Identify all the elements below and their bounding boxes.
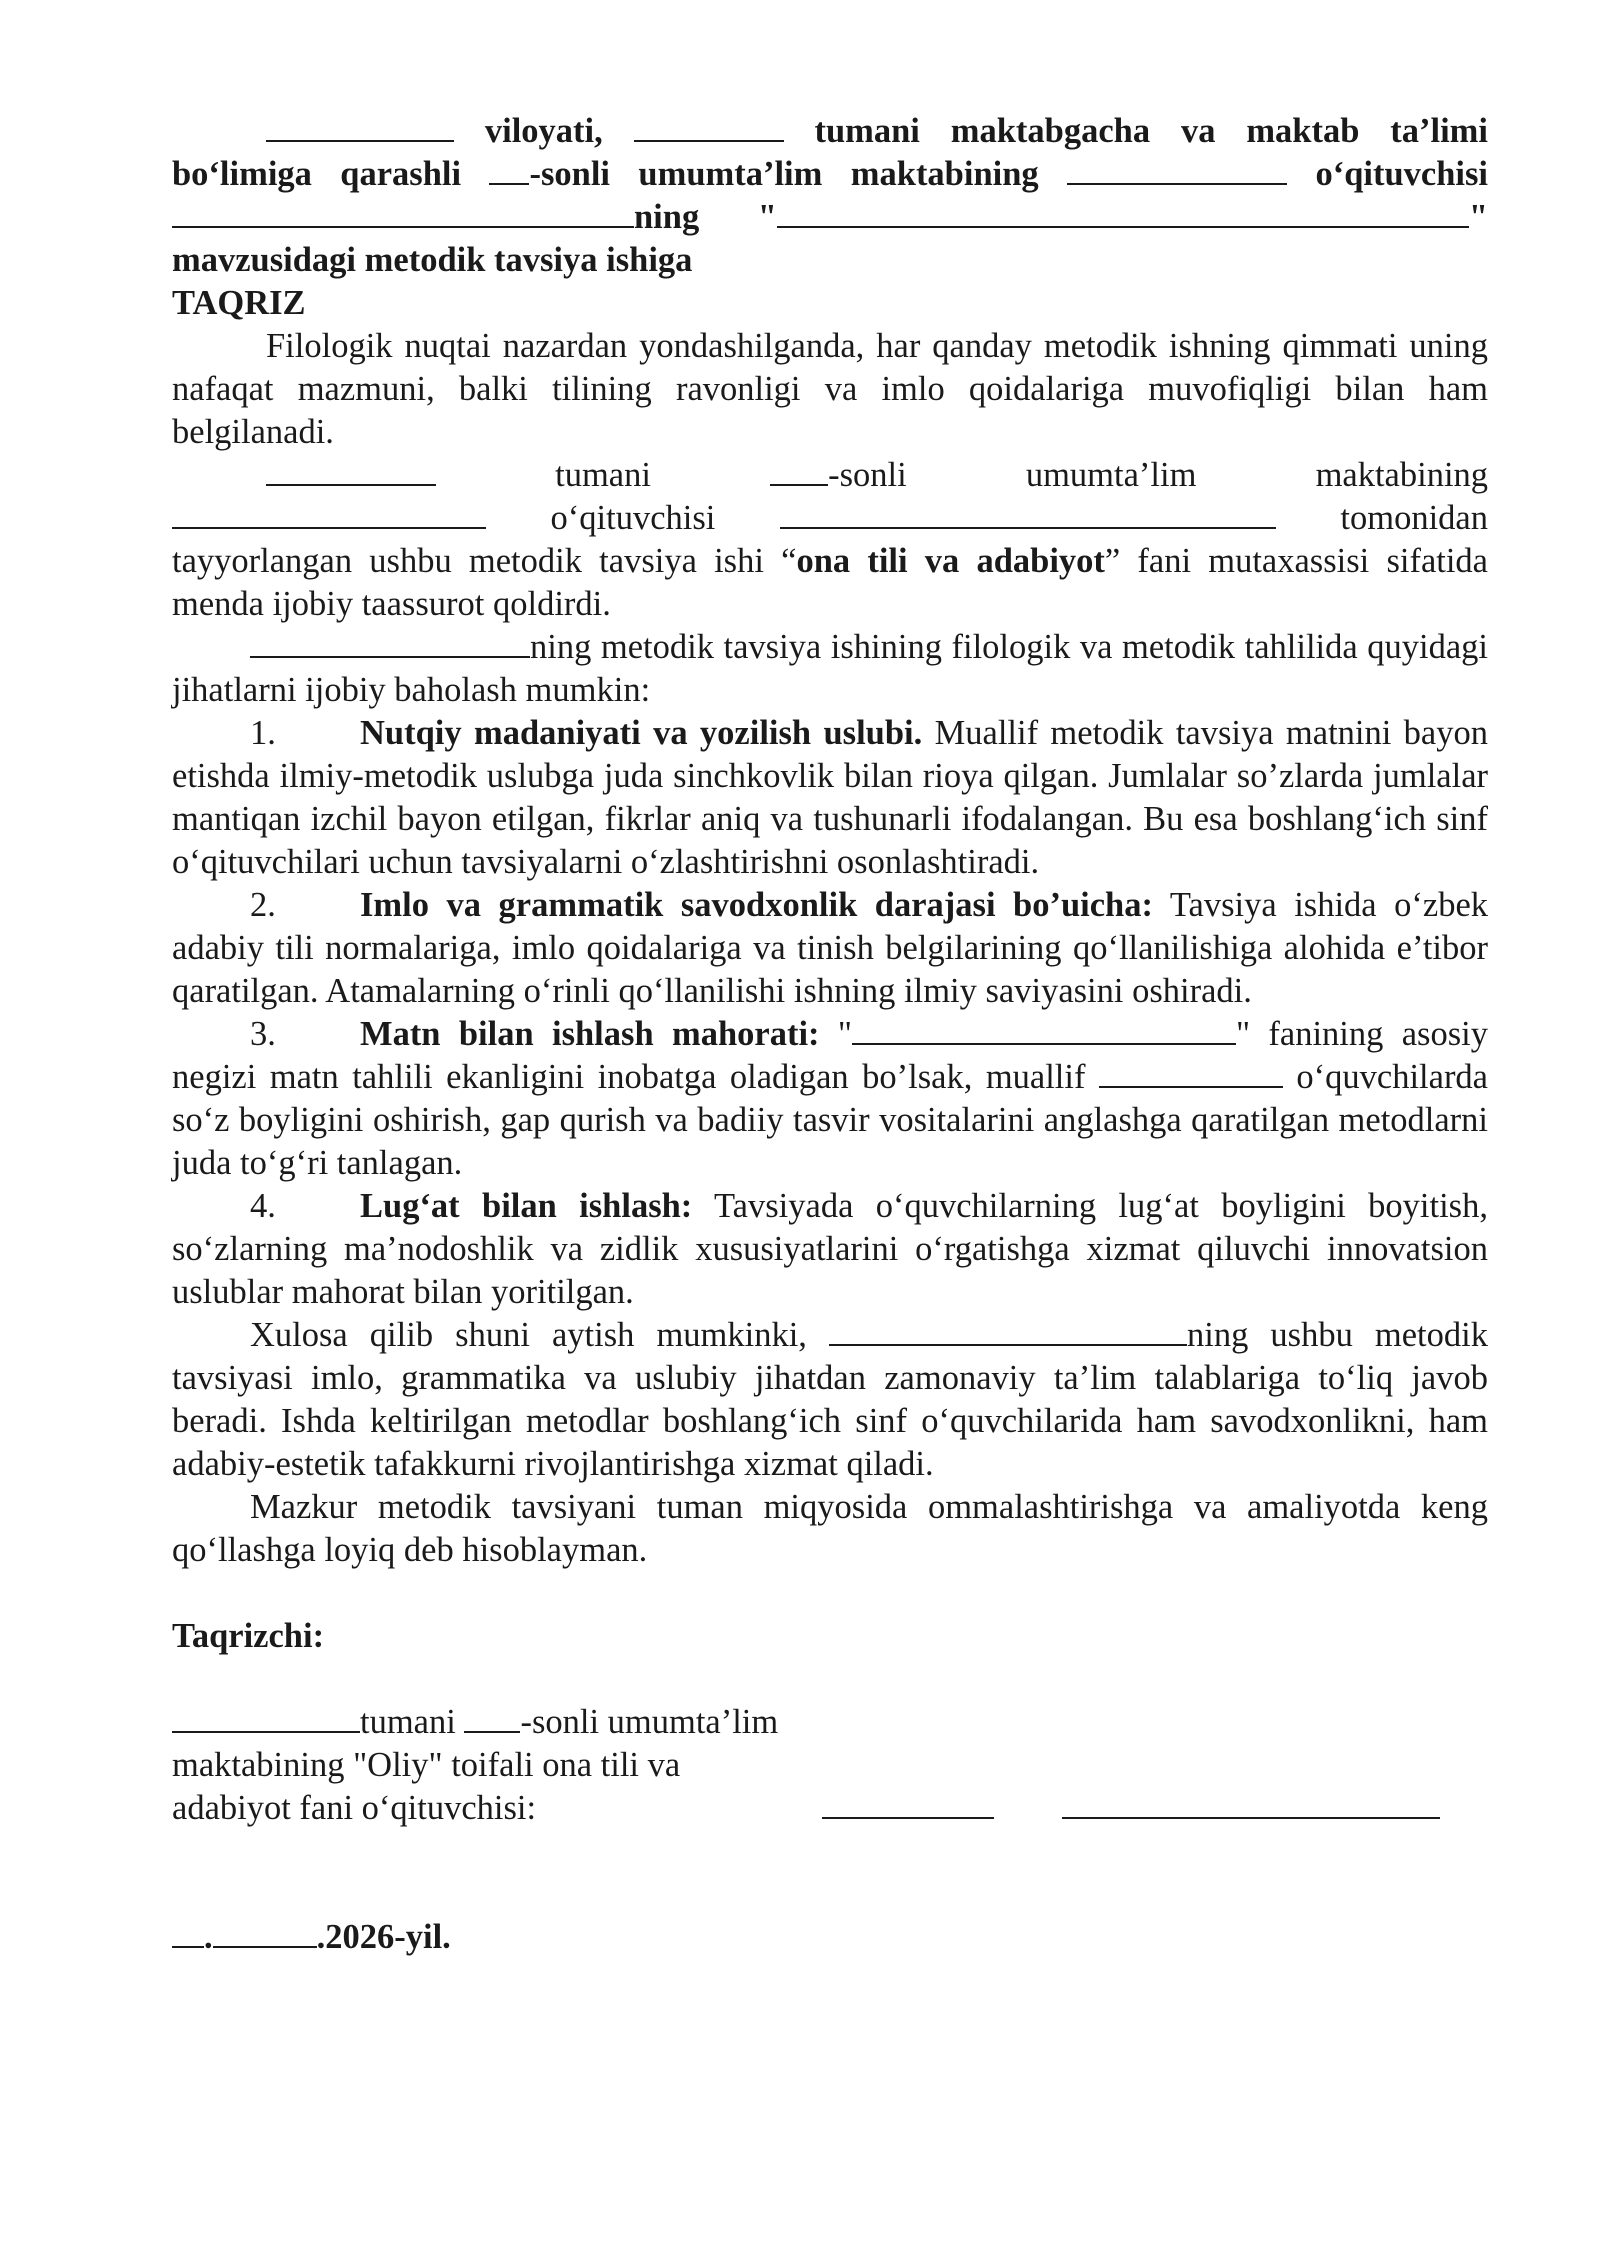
subject-blank [1067,153,1287,185]
para2-line-2: o‘qituvchisi tomonidan [172,497,1488,540]
para2-number-blank [770,454,828,486]
para2-teacher-blank [780,497,1276,529]
para2-body: tayyorlangan ushbu metodik tavsiya ishi “ona tili va adabiyot” fani mutaxassisi sifatida menda ijobiy taassurot qoldirdi. [172,542,1488,623]
para3: ning metodik tavsiya ishining filologik va metodik tahlilida quyidagi jihatlarni ijobiy baholash mumkin: [172,628,1488,709]
document-title: TAQRIZ [172,284,306,322]
conclusion-paragraph: Xulosa qilib shuni aytish mumkinki, ning ushbu metodik tavsiyasi imlo, grammatika va uslubiy jihatdan zamonaviy ta’lim talablariga to‘liq javob beradi. Ishda keltirilgan metodlar boshlang‘ich sinf o‘quvchilarida ham savodxonlikni, ham adabiy-estetik tafakkurni rivojlantirishga xizmat qiladi. [172,1316,1488,1483]
conclusion-teacher-blank [829,1314,1187,1346]
reviewer-line-1: tumani -sonli umumta’lim [172,1701,1488,1744]
header-line-3: ning " " [172,196,1488,239]
para2-line-1: tumani -sonli umumta’lim maktabining [172,454,1488,497]
district-blank [634,110,784,142]
list-item-4: 4. Lug‘at bilan ishlash: Tavsiyada o‘quvchilarning lug‘at boyligini boyitish, so‘zlarning ma’nodoshlik va zidlik xususiyatlarini o‘rgatishga xizmat qiluvchi innovatsion uslublar mahorat bilan yoritilgan. [172,1187,1488,1311]
list-item-2: 2. Imlo va grammatik savodxonlik darajasi bo’uicha: Tavsiya ishida o‘zbek adabiy tili normalariga, imlo qoidalariga va tinish belgilarining qo‘llanilishiga alohida e’tibor qaratilgan. Atamalarning o‘rinli qo‘llanilishi ishning ilmiy saviyasini oshiradi. [172,886,1489,1010]
recommendation-paragraph: Mazkur metodik tavsiyani tuman miqyosida ommalashtirishga va amaliyotda keng qo‘llashga loyiq deb hisoblayman. [172,1488,1488,1569]
day-blank [172,1916,204,1948]
list-item-1: 1. Nutqiy madaniyati va yozilish uslubi. Muallif metodik tavsiya matnini bayon etishda ilmiy-metodik uslubga juda sinchkovlik bilan rioya qilgan. Jumlalar so’zlarda jumlalar mantiqan izchil bayon etilgan, fikrlar aniq va tushunarli ifodalangan. Bu esa boshlang‘ich sinf o‘qituvchilari uchun tavsiyalarni o‘zlashtirishni osonlashtiradi. [172,714,1488,881]
list-item-3: 3. Matn bilan ishlash mahorati: " " fanining asosiy negizi matn tahlili ekanligini inobatga oladigan bo’lsak, muallif o‘quvchilarda so‘z boyligini oshirish, gap qurish va badiiy tasvir vositalarini anglashga qaratilgan metodlarni juda to‘g‘ri tanlagan. [172,1015,1488,1182]
document-page [172,110,1488,1959]
header-line-1: viloyati, tumani maktabgacha va maktab ta’limi [172,110,1488,153]
reviewer-name-blank [1062,1787,1440,1819]
para3-teacher-blank [250,626,530,658]
item3-subject-blank [852,1013,1236,1045]
topic-blank [777,196,1469,228]
reviewer-district-blank [172,1701,360,1733]
month-blank [213,1916,317,1948]
para2-district-blank [266,454,436,486]
intro-paragraph: Filologik nuqtai nazardan yondashilganda, har qanday metodik ishning qimmati uning nafaqat mazmuni, balki tilining ravonligi va imlo qoidalariga muvofiqligi bilan ham belgilanadi. [172,327,1488,451]
reviewer-line-3: adabiyot fani o‘qituvchisi: [172,1789,537,1827]
teacher-name-blank [172,196,634,228]
school-number-blank [489,153,529,185]
reviewer-signature-block [172,1744,1488,1873]
item3-author-blank [1099,1056,1283,1088]
reviewer-line-2: maktabining "Oliy" toifali ona tili va [172,1746,681,1784]
reviewer-label: Taqrizchi: [172,1617,325,1655]
date-line: . .2026-yil. [172,1916,1488,1959]
region-blank [266,110,454,142]
reviewer-school-blank [464,1701,520,1733]
header-line-2: bo‘limiga qarashli -sonli umumta’lim maktabining o‘qituvchisi [172,155,1488,193]
header-line-4: mavzusidagi metodik tavsiya ishiga [172,241,693,279]
para2-subject-blank [172,497,486,529]
signature-blank [822,1787,994,1819]
